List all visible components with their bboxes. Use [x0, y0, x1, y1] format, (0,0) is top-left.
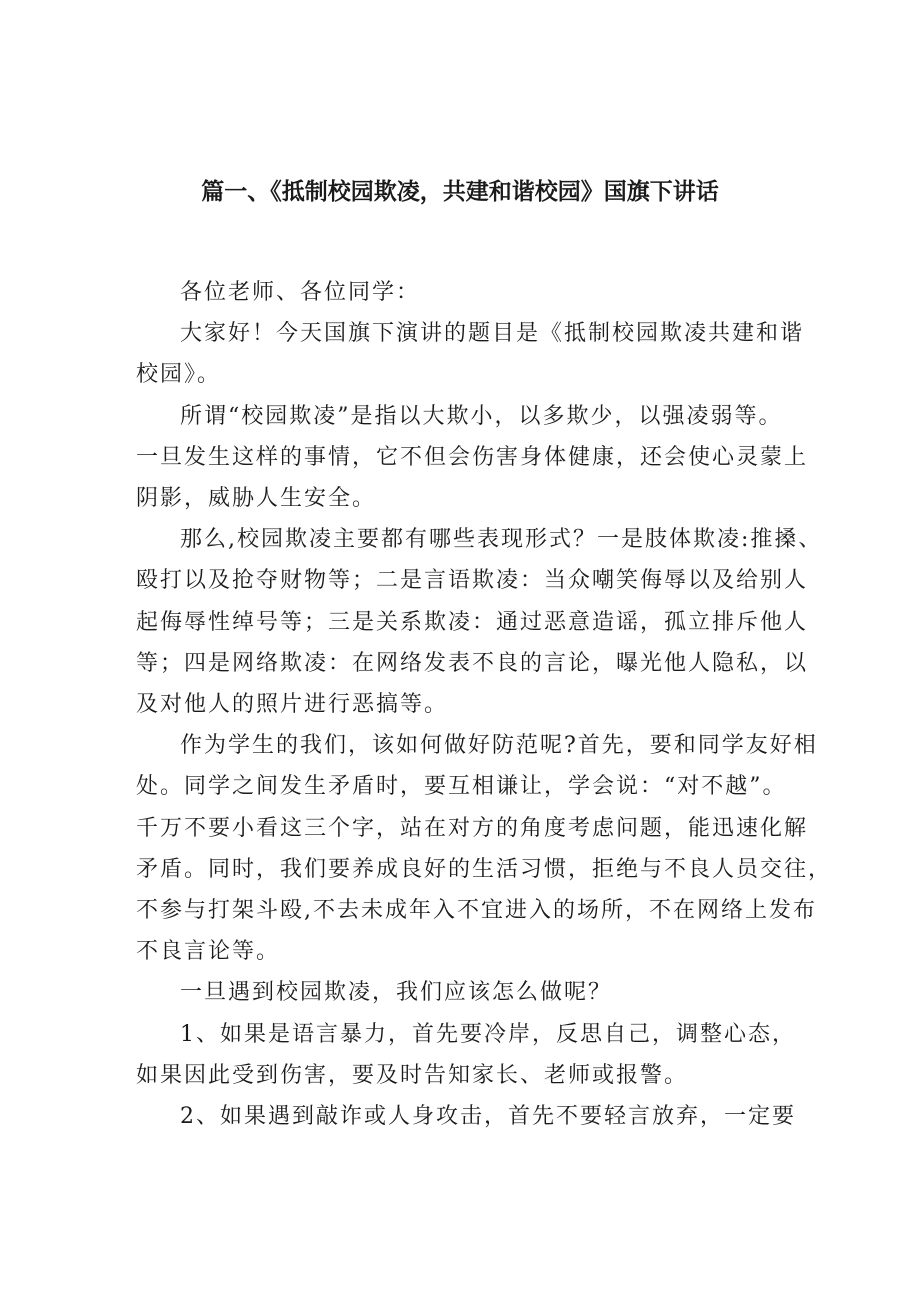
text-line: 处。同学之间发生矛盾时，要互相谦让，学会说：“对不越”。 [136, 774, 787, 800]
paragraph-topic [136, 313, 805, 395]
text-line: 矛盾。同时，我们要养成良好的生活习惯，拒绝与不良人员交往， [136, 856, 833, 882]
paragraph-question [136, 972, 792, 1013]
text-line: 1、如果是语言暴力，首先要冷岸，反思自己，调整心态， [180, 1021, 796, 1047]
text-line: 阴影，威胁人生安全。 [136, 486, 377, 512]
paragraph-item-1 [136, 1014, 796, 1096]
text-line: 不良言论等。 [136, 939, 281, 965]
text-line: 殴打以及抢夺财物等；二是言语欺凌：当众嘲笑侮辱以及给别人 [136, 568, 809, 594]
text-line: 所谓“校园欺凌”是指以大欺小，以多欺少，以强凌弱等。 [180, 403, 783, 429]
text-line: 各位老师、各位同学： [180, 280, 421, 305]
text-line: 不参与打架斗殴,不去未成年入不宜进入的场所，不在网络上发布 [136, 898, 817, 924]
document-body [136, 272, 833, 1137]
text-line: 及对他人的照片进行恶搞等。 [136, 692, 449, 718]
paragraph-greeting [136, 272, 792, 313]
text-line: 一旦发生这样的事情，它不但会伤害身体健康，还会使心灵蒙上 [136, 444, 809, 470]
paragraph-definition [136, 396, 809, 520]
text-line: 起侮辱性绰号等；三是关系欺凌：通过恶意造谣，孤立排斥他人 [136, 609, 809, 635]
text-line: 等；四是网络欺凌：在网络发表不良的言论，曝光他人隐私，以 [136, 650, 809, 676]
text-line: 千万不要小看这三个字，站在对方的角度考虑问题，能迅速化解 [136, 815, 809, 841]
text-line: 2、如果遇到敲诈或人身攻击，首先不要轻言放弃，一定要 [180, 1104, 796, 1130]
paragraph-item-2 [136, 1096, 796, 1137]
document-title: 篇一、《抵制校园欺凌，共建和谐校园》国旗下讲话 [201, 179, 719, 205]
text-line: 大家好！今天国旗下演讲的题目是《抵制校园欺凌共建和谐 [180, 321, 805, 347]
text-line: 作为学生的我们，该如何做好防范呢?首先，要和同学友好相 [180, 733, 818, 759]
text-line: 那么,校园欺凌主要都有哪些表现形式？一是肢体欺凌:推搡、 [180, 527, 823, 553]
text-line: 如果因此受到伤害，要及时告知家长、老师或报警。 [136, 1062, 689, 1088]
text-line: 一旦遇到校园欺凌，我们应该怎么做呢？ [180, 980, 613, 1006]
paragraph-prevention [136, 725, 833, 972]
text-line: 校园》。 [136, 362, 222, 388]
paragraph-forms [136, 519, 823, 725]
